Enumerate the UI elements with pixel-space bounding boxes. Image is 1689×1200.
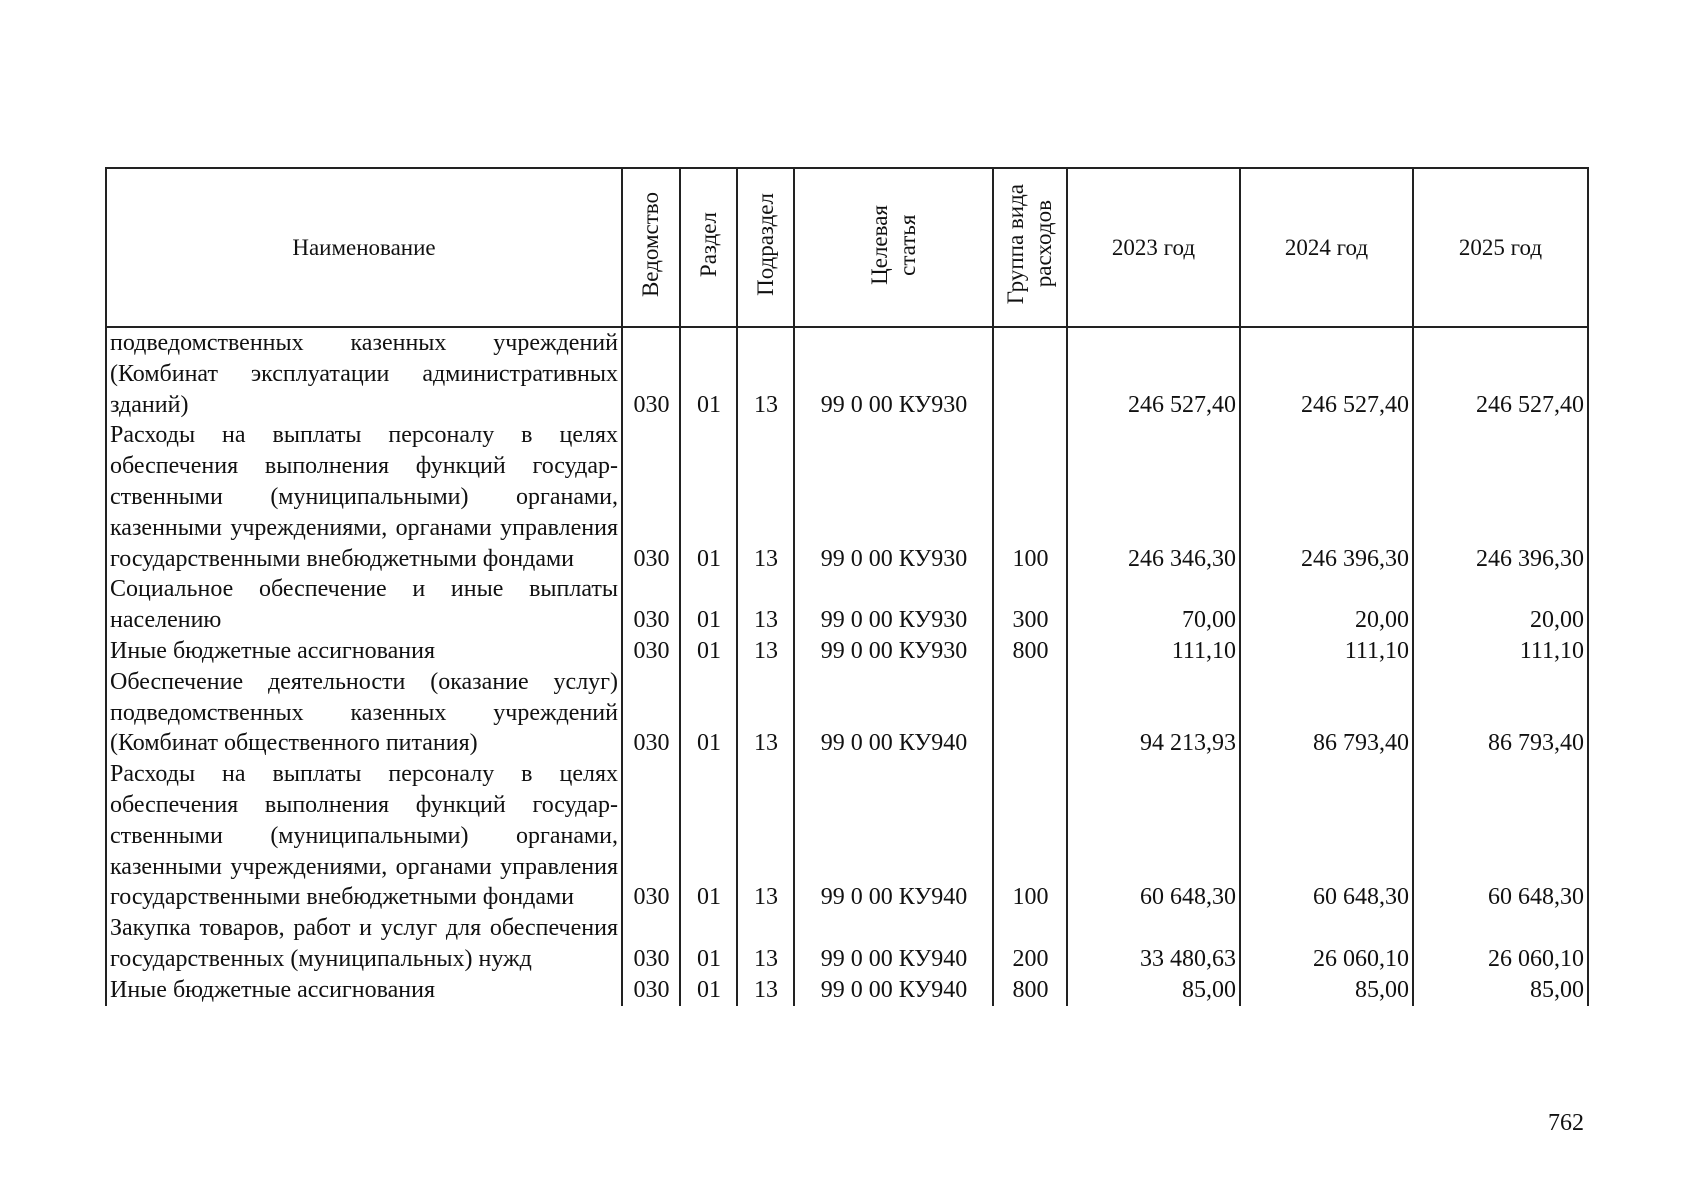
budget-table (105, 167, 1589, 1006)
cell-ministry: 030 (622, 574, 680, 636)
cell-ministry: 030 (622, 913, 680, 975)
cell-section: 01 (680, 975, 737, 1006)
cell-name: подведомственных казенных учреждений (Комбинат эксплуатации административных зданий) (106, 327, 622, 420)
cell-amount-2024: 246 396,30 (1240, 420, 1413, 574)
cell-section: 01 (680, 420, 737, 574)
cell-subsection: 13 (737, 327, 794, 420)
cell-amount-2025: 20,00 (1413, 574, 1588, 636)
cell-name: Расходы на выплаты персоналу в целях обеспечения выполнения функций государственными (муниципальными) органами, казенными учреждениями, органами управления государственными внебюджетными фондами (106, 759, 622, 913)
cell-name: Иные бюджетные ассигнования (106, 636, 622, 667)
cell-target-article: 99 0 00 КУ940 (794, 913, 993, 975)
cell-target-article: 99 0 00 КУ940 (794, 667, 993, 759)
cell-name: Социальное обеспечение и иные выплаты населению (106, 574, 622, 636)
table-row (106, 327, 1588, 420)
cell-amount-2023: 85,00 (1067, 975, 1240, 1006)
cell-amount-2023: 94 213,93 (1067, 667, 1240, 759)
cell-amount-2025: 246 396,30 (1413, 420, 1588, 574)
header-target-article: Целевая статья (794, 168, 993, 327)
cell-amount-2023: 33 480,63 (1067, 913, 1240, 975)
cell-ministry: 030 (622, 636, 680, 667)
cell-amount-2025: 111,10 (1413, 636, 1588, 667)
cell-target-article: 99 0 00 КУ940 (794, 975, 993, 1006)
table-row (106, 913, 1588, 975)
cell-expense-group: 800 (993, 975, 1067, 1006)
cell-section: 01 (680, 759, 737, 913)
cell-subsection: 13 (737, 574, 794, 636)
cell-amount-2023: 111,10 (1067, 636, 1240, 667)
cell-amount-2025: 85,00 (1413, 975, 1588, 1006)
cell-section: 01 (680, 574, 737, 636)
cell-target-article: 99 0 00 КУ930 (794, 420, 993, 574)
cell-expense-group: 100 (993, 420, 1067, 574)
cell-amount-2024: 26 060,10 (1240, 913, 1413, 975)
cell-ministry: 030 (622, 975, 680, 1006)
cell-subsection: 13 (737, 636, 794, 667)
cell-ministry: 030 (622, 759, 680, 913)
cell-subsection: 13 (737, 667, 794, 759)
cell-expense-group: 200 (993, 913, 1067, 975)
cell-amount-2023: 246 527,40 (1067, 327, 1240, 420)
cell-expense-group (993, 327, 1067, 420)
table-row (106, 420, 1588, 574)
table-row (106, 759, 1588, 913)
cell-subsection: 13 (737, 759, 794, 913)
table-header-row (106, 168, 1588, 327)
cell-section: 01 (680, 327, 737, 420)
header-ministry: Ведомство (622, 168, 680, 327)
cell-section: 01 (680, 913, 737, 975)
table-row (106, 667, 1588, 759)
cell-subsection: 13 (737, 975, 794, 1006)
cell-target-article: 99 0 00 КУ940 (794, 759, 993, 913)
cell-ministry: 030 (622, 420, 680, 574)
header-subsection: Подраздел (737, 168, 794, 327)
header-year-2024: 2024 год (1240, 168, 1413, 327)
cell-amount-2025: 26 060,10 (1413, 913, 1588, 975)
cell-expense-group: 800 (993, 636, 1067, 667)
header-year-2025: 2025 год (1413, 168, 1588, 327)
cell-name: Расходы на выплаты персоналу в целях обеспечения выполнения функций государственными (муниципальными) органами, казенными учреждениями, органами управления государственными внебюджетными фондами (106, 420, 622, 574)
cell-amount-2024: 85,00 (1240, 975, 1413, 1006)
header-expense-group: Группа вида расходов (993, 168, 1067, 327)
cell-name: Обеспечение деятельности (оказание услуг) подведомственных казенных учреждений (Комбинат общественного питания) (106, 667, 622, 759)
cell-amount-2025: 60 648,30 (1413, 759, 1588, 913)
cell-amount-2024: 60 648,30 (1240, 759, 1413, 913)
cell-name: Закупка товаров, работ и услуг для обеспечения государственных (муниципальных) нужд (106, 913, 622, 975)
cell-name: Иные бюджетные ассигнования (106, 975, 622, 1006)
cell-ministry: 030 (622, 667, 680, 759)
cell-amount-2025: 246 527,40 (1413, 327, 1588, 420)
cell-amount-2024: 111,10 (1240, 636, 1413, 667)
cell-amount-2023: 70,00 (1067, 574, 1240, 636)
cell-amount-2025: 86 793,40 (1413, 667, 1588, 759)
cell-ministry: 030 (622, 327, 680, 420)
cell-amount-2024: 246 527,40 (1240, 327, 1413, 420)
cell-amount-2024: 86 793,40 (1240, 667, 1413, 759)
cell-amount-2023: 60 648,30 (1067, 759, 1240, 913)
cell-subsection: 13 (737, 913, 794, 975)
header-year-2023: 2023 год (1067, 168, 1240, 327)
header-section: Раздел (680, 168, 737, 327)
cell-subsection: 13 (737, 420, 794, 574)
cell-section: 01 (680, 667, 737, 759)
cell-amount-2023: 246 346,30 (1067, 420, 1240, 574)
table-row (106, 574, 1588, 636)
cell-expense-group (993, 667, 1067, 759)
cell-section: 01 (680, 636, 737, 667)
cell-expense-group: 300 (993, 574, 1067, 636)
cell-target-article: 99 0 00 КУ930 (794, 636, 993, 667)
cell-target-article: 99 0 00 КУ930 (794, 574, 993, 636)
page-number: 762 (1548, 1110, 1584, 1136)
table-row (106, 975, 1588, 1006)
cell-target-article: 99 0 00 КУ930 (794, 327, 993, 420)
cell-expense-group: 100 (993, 759, 1067, 913)
table-row (106, 636, 1588, 667)
header-name: Наименование (106, 168, 622, 327)
cell-amount-2024: 20,00 (1240, 574, 1413, 636)
